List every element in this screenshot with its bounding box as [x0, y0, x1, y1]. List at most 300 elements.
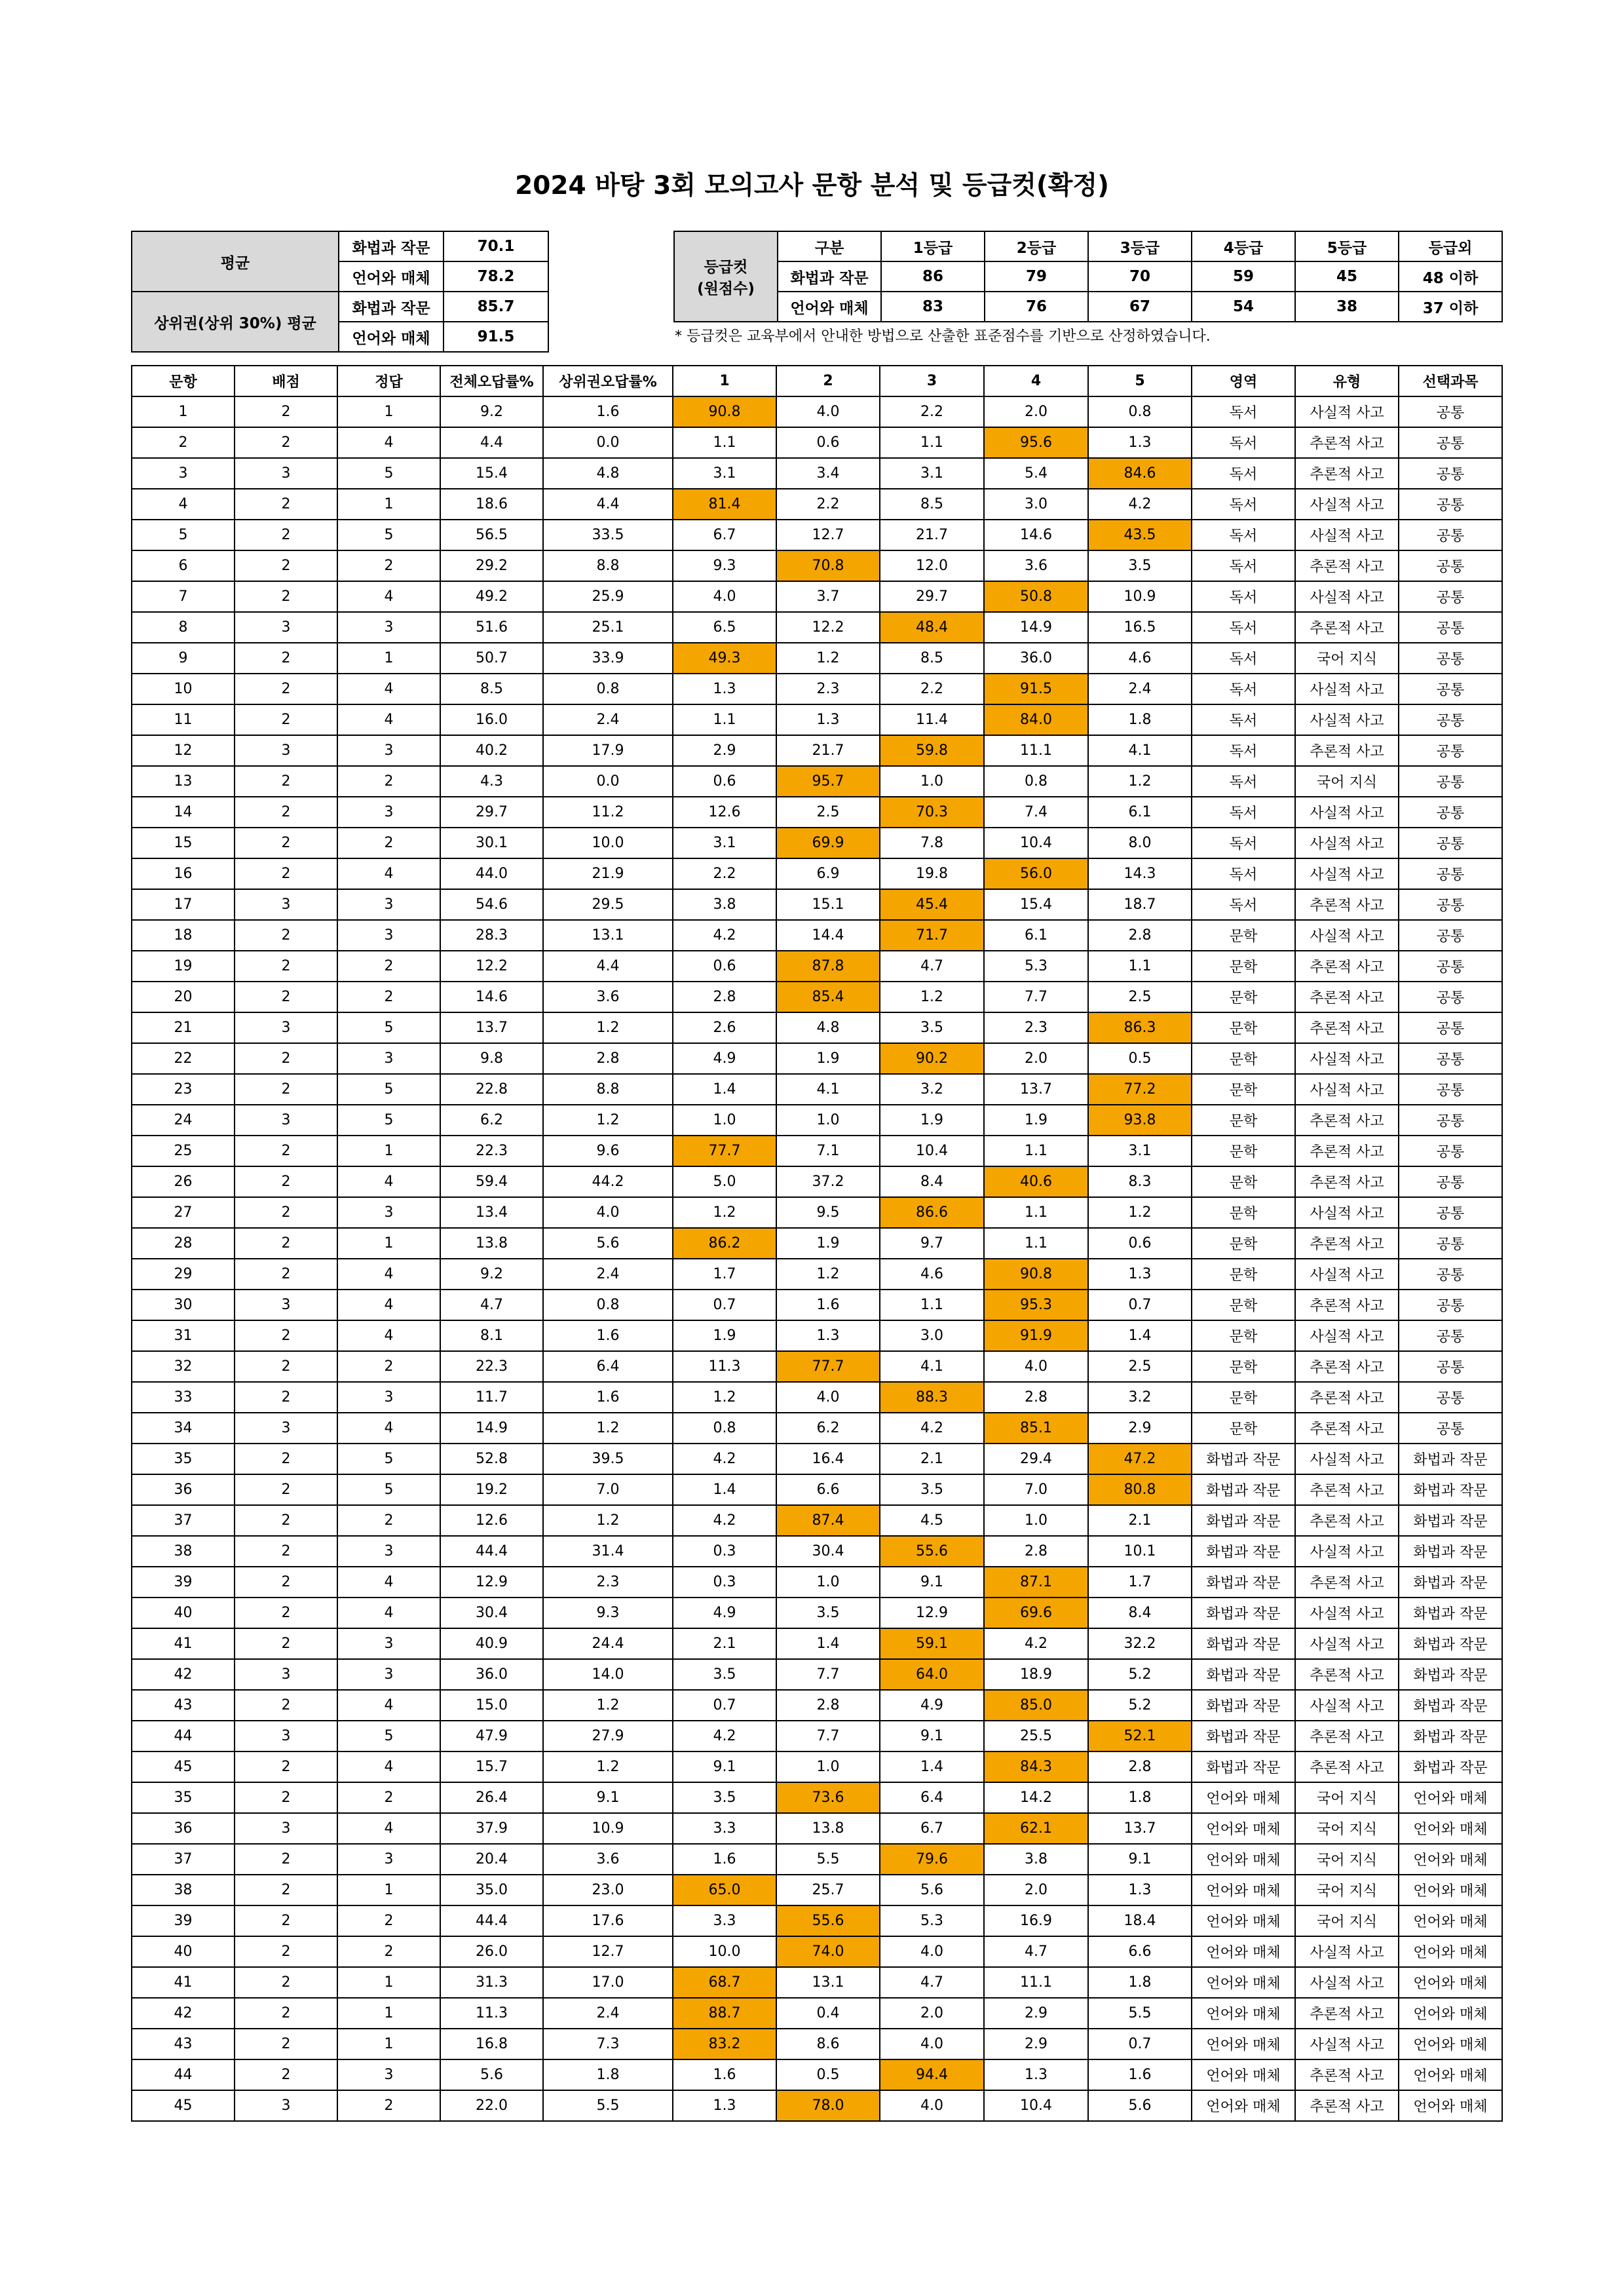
overall-error-rate-cell: 19.2: [440, 1474, 543, 1505]
choice-4-rate-cell: 10.4: [984, 828, 1088, 858]
answer-cell: 4: [337, 1690, 440, 1721]
elective-cell: 공통: [1399, 1290, 1502, 1320]
choice-2-rate-cell: 16.4: [776, 1444, 880, 1474]
choice-1-rate-cell: 4.2: [673, 1721, 776, 1751]
item-number-cell: 35: [132, 1444, 235, 1474]
grade-cutoff-table: [673, 231, 1503, 322]
choice-1-rate-cell: 4.9: [673, 1598, 776, 1628]
overall-error-rate-cell: 9.2: [440, 1259, 543, 1290]
choice-2-rate-cell: 3.7: [776, 581, 880, 612]
choice-1-rate-cell: 81.4: [673, 489, 776, 520]
table-row: [132, 2059, 1502, 2090]
item-number-cell: 13: [132, 766, 235, 797]
elective-cell: 공통: [1399, 1351, 1502, 1382]
table-row: [132, 1536, 1502, 1567]
choice-3-rate-cell: 8.5: [880, 643, 984, 674]
elective-cell: 공통: [1399, 1166, 1502, 1197]
choice-1-rate-cell: 1.6: [673, 2059, 776, 2090]
overall-error-rate-cell: 4.3: [440, 766, 543, 797]
domain-cell: 독서: [1192, 550, 1295, 581]
question-type-cell: 추론적 사고: [1295, 951, 1399, 982]
answer-cell: 3: [337, 1628, 440, 1659]
elective-cell: 공통: [1399, 1320, 1502, 1351]
top-error-rate-cell: 4.4: [543, 489, 673, 520]
elective-cell: 공통: [1399, 828, 1502, 858]
table-row: [132, 1166, 1502, 1197]
domain-cell: 독서: [1192, 427, 1295, 458]
choice-1-rate-cell: 3.3: [673, 1813, 776, 1844]
choice-4-rate-cell: 5.3: [984, 951, 1088, 982]
choice-3-rate-cell: 5.3: [880, 1905, 984, 1936]
question-type-cell: 사실적 사고: [1295, 2029, 1399, 2059]
table-row: [132, 1105, 1502, 1136]
elective-cell: 화법과 작문: [1399, 1536, 1502, 1567]
average-subject: 화법과 작문: [339, 292, 444, 322]
header-overall-error-rate: 전체오답률%: [440, 366, 543, 396]
item-number-cell: 42: [132, 1659, 235, 1690]
answer-cell: 5: [337, 1444, 440, 1474]
choice-1-rate-cell: 9.3: [673, 550, 776, 581]
choice-5-rate-cell: 4.1: [1088, 735, 1192, 766]
elective-cell: 언어와 매체: [1399, 1782, 1502, 1813]
average-row: [132, 231, 548, 261]
cutoff-cell: 70: [1088, 261, 1192, 292]
table-header-row: [132, 366, 1502, 396]
choice-3-rate-cell: 59.8: [880, 735, 984, 766]
choice-1-rate-cell: 6.5: [673, 612, 776, 643]
table-row: [132, 797, 1502, 828]
points-cell: 3: [235, 2090, 337, 2121]
choice-4-rate-cell: 90.8: [984, 1259, 1088, 1290]
choice-3-rate-cell: 21.7: [880, 520, 984, 550]
answer-cell: 1: [337, 489, 440, 520]
cutoff-header-cell: 등급외: [1399, 231, 1502, 261]
choice-4-rate-cell: 1.1: [984, 1228, 1088, 1259]
question-type-cell: 추론적 사고: [1295, 1567, 1399, 1598]
table-row: [132, 1844, 1502, 1875]
points-cell: 2: [235, 1628, 337, 1659]
choice-3-rate-cell: 12.0: [880, 550, 984, 581]
overall-error-rate-cell: 30.4: [440, 1598, 543, 1628]
points-cell: 2: [235, 1936, 337, 1967]
question-type-cell: 사실적 사고: [1295, 1536, 1399, 1567]
points-cell: 2: [235, 1505, 337, 1536]
choice-1-rate-cell: 2.9: [673, 735, 776, 766]
points-cell: 2: [235, 1320, 337, 1351]
choice-3-rate-cell: 8.4: [880, 1166, 984, 1197]
item-number-cell: 17: [132, 889, 235, 920]
header-points: 배점: [235, 366, 337, 396]
choice-2-rate-cell: 1.9: [776, 1228, 880, 1259]
question-type-cell: 사실적 사고: [1295, 828, 1399, 858]
choice-5-rate-cell: 84.6: [1088, 458, 1192, 489]
choice-1-rate-cell: 11.3: [673, 1351, 776, 1382]
domain-cell: 독서: [1192, 797, 1295, 828]
answer-cell: 3: [337, 735, 440, 766]
choice-2-rate-cell: 2.5: [776, 797, 880, 828]
choice-2-rate-cell: 7.7: [776, 1721, 880, 1751]
domain-cell: 화법과 작문: [1192, 1751, 1295, 1782]
choice-2-rate-cell: 77.7: [776, 1351, 880, 1382]
points-cell: 3: [235, 1413, 337, 1444]
points-cell: 2: [235, 1136, 337, 1166]
choice-5-rate-cell: 2.8: [1088, 1751, 1192, 1782]
choice-3-rate-cell: 4.0: [880, 1936, 984, 1967]
points-cell: 3: [235, 1659, 337, 1690]
choice-5-rate-cell: 0.7: [1088, 2029, 1192, 2059]
question-type-cell: 추론적 사고: [1295, 1290, 1399, 1320]
question-type-cell: 추론적 사고: [1295, 1136, 1399, 1166]
overall-error-rate-cell: 26.0: [440, 1936, 543, 1967]
question-type-cell: 사실적 사고: [1295, 1320, 1399, 1351]
elective-cell: 공통: [1399, 766, 1502, 797]
choice-2-rate-cell: 0.4: [776, 1998, 880, 2029]
table-row: [132, 396, 1502, 427]
choice-5-rate-cell: 5.5: [1088, 1998, 1192, 2029]
elective-cell: 공통: [1399, 1228, 1502, 1259]
choice-3-rate-cell: 71.7: [880, 920, 984, 951]
choice-2-rate-cell: 87.4: [776, 1505, 880, 1536]
choice-5-rate-cell: 18.4: [1088, 1905, 1192, 1936]
overall-error-rate-cell: 56.5: [440, 520, 543, 550]
answer-cell: 4: [337, 674, 440, 704]
question-type-cell: 사실적 사고: [1295, 1197, 1399, 1228]
table-row: [132, 1936, 1502, 1967]
table-row: [132, 1259, 1502, 1290]
points-cell: 2: [235, 951, 337, 982]
choice-3-rate-cell: 48.4: [880, 612, 984, 643]
choice-4-rate-cell: 1.3: [984, 2059, 1088, 2090]
choice-2-rate-cell: 69.9: [776, 828, 880, 858]
choice-5-rate-cell: 32.2: [1088, 1628, 1192, 1659]
cutoff-header-cell: 구분: [778, 231, 881, 261]
answer-cell: 4: [337, 1751, 440, 1782]
table-row: [132, 828, 1502, 858]
table-row: [132, 1690, 1502, 1721]
choice-3-rate-cell: 70.3: [880, 797, 984, 828]
choice-5-rate-cell: 8.0: [1088, 828, 1192, 858]
table-row: [132, 1074, 1502, 1105]
cutoff-row: [674, 292, 1502, 322]
choice-3-rate-cell: 2.2: [880, 396, 984, 427]
choice-1-rate-cell: 1.4: [673, 1074, 776, 1105]
overall-error-rate-cell: 59.4: [440, 1166, 543, 1197]
domain-cell: 문학: [1192, 1290, 1295, 1320]
choice-3-rate-cell: 1.0: [880, 766, 984, 797]
item-number-cell: 23: [132, 1074, 235, 1105]
table-row: [132, 1290, 1502, 1320]
answer-cell: 4: [337, 1259, 440, 1290]
answer-cell: 4: [337, 1290, 440, 1320]
overall-error-rate-cell: 26.4: [440, 1782, 543, 1813]
cutoff-header-cell: 1등급: [881, 231, 985, 261]
top-error-rate-cell: 17.6: [543, 1905, 673, 1936]
overall-error-rate-cell: 29.2: [440, 550, 543, 581]
choice-1-rate-cell: 0.6: [673, 951, 776, 982]
choice-4-rate-cell: 1.1: [984, 1197, 1088, 1228]
choice-1-rate-cell: 0.7: [673, 1690, 776, 1721]
item-number-cell: 43: [132, 1690, 235, 1721]
item-number-cell: 20: [132, 982, 235, 1012]
item-number-cell: 9: [132, 643, 235, 674]
choice-1-rate-cell: 4.2: [673, 1444, 776, 1474]
cutoff-label-line2: (원점수): [697, 280, 755, 297]
points-cell: 3: [235, 1290, 337, 1320]
points-cell: 2: [235, 2059, 337, 2090]
choice-3-rate-cell: 94.4: [880, 2059, 984, 2090]
choice-1-rate-cell: 2.6: [673, 1012, 776, 1043]
choice-1-rate-cell: 4.2: [673, 1505, 776, 1536]
points-cell: 3: [235, 735, 337, 766]
top-error-rate-cell: 2.8: [543, 1043, 673, 1074]
domain-cell: 독서: [1192, 766, 1295, 797]
choice-5-rate-cell: 93.8: [1088, 1105, 1192, 1136]
top-error-rate-cell: 3.6: [543, 982, 673, 1012]
choice-3-rate-cell: 2.0: [880, 1998, 984, 2029]
top-error-rate-cell: 4.8: [543, 458, 673, 489]
choice-3-rate-cell: 4.2: [880, 1413, 984, 1444]
top-error-rate-cell: 39.5: [543, 1444, 673, 1474]
table-row: [132, 1598, 1502, 1628]
answer-cell: 2: [337, 2090, 440, 2121]
overall-error-rate-cell: 16.8: [440, 2029, 543, 2059]
points-cell: 3: [235, 1813, 337, 1844]
table-row: [132, 2090, 1502, 2121]
table-row: [132, 1012, 1502, 1043]
item-number-cell: 25: [132, 1136, 235, 1166]
top-error-rate-cell: 11.2: [543, 797, 673, 828]
elective-cell: 언어와 매체: [1399, 1998, 1502, 2029]
top-error-rate-cell: 0.8: [543, 674, 673, 704]
domain-cell: 독서: [1192, 612, 1295, 643]
domain-cell: 문학: [1192, 1166, 1295, 1197]
header-choice-2-rate: 2: [776, 366, 880, 396]
item-number-cell: 4: [132, 489, 235, 520]
overall-error-rate-cell: 8.5: [440, 674, 543, 704]
overall-error-rate-cell: 49.2: [440, 581, 543, 612]
cutoff-label-line1: 등급컷: [704, 259, 748, 276]
choice-4-rate-cell: 2.3: [984, 1012, 1088, 1043]
table-row: [132, 1351, 1502, 1382]
overall-error-rate-cell: 15.4: [440, 458, 543, 489]
table-row: [132, 1875, 1502, 1905]
elective-cell: 공통: [1399, 1413, 1502, 1444]
choice-4-rate-cell: 85.1: [984, 1413, 1088, 1444]
points-cell: 2: [235, 1875, 337, 1905]
choice-1-rate-cell: 0.8: [673, 1413, 776, 1444]
top-error-rate-cell: 13.1: [543, 920, 673, 951]
domain-cell: 화법과 작문: [1192, 1628, 1295, 1659]
top-error-rate-cell: 9.1: [543, 1782, 673, 1813]
choice-4-rate-cell: 11.1: [984, 735, 1088, 766]
question-type-cell: 사실적 사고: [1295, 1444, 1399, 1474]
table-row: [132, 1228, 1502, 1259]
choice-2-rate-cell: 12.2: [776, 612, 880, 643]
answer-cell: 2: [337, 550, 440, 581]
top-error-rate-cell: 29.5: [543, 889, 673, 920]
choice-2-rate-cell: 78.0: [776, 2090, 880, 2121]
choice-4-rate-cell: 95.3: [984, 1290, 1088, 1320]
choice-5-rate-cell: 4.2: [1088, 489, 1192, 520]
item-number-cell: 18: [132, 920, 235, 951]
overall-error-rate-cell: 4.7: [440, 1290, 543, 1320]
answer-cell: 3: [337, 1382, 440, 1413]
points-cell: 2: [235, 858, 337, 889]
item-number-cell: 44: [132, 2059, 235, 2090]
top-error-rate-cell: 0.8: [543, 1290, 673, 1320]
choice-5-rate-cell: 80.8: [1088, 1474, 1192, 1505]
item-number-cell: 38: [132, 1536, 235, 1567]
choice-4-rate-cell: 29.4: [984, 1444, 1088, 1474]
choice-3-rate-cell: 1.1: [880, 427, 984, 458]
choice-3-rate-cell: 11.4: [880, 704, 984, 735]
domain-cell: 언어와 매체: [1192, 1813, 1295, 1844]
table-row: [132, 1628, 1502, 1659]
choice-5-rate-cell: 2.5: [1088, 1351, 1192, 1382]
question-type-cell: 국어 지식: [1295, 1813, 1399, 1844]
points-cell: 2: [235, 766, 337, 797]
item-number-cell: 3: [132, 458, 235, 489]
item-number-cell: 14: [132, 797, 235, 828]
points-cell: 2: [235, 1567, 337, 1598]
top-error-rate-cell: 21.9: [543, 858, 673, 889]
choice-1-rate-cell: 4.9: [673, 1043, 776, 1074]
choice-3-rate-cell: 7.8: [880, 828, 984, 858]
choice-4-rate-cell: 85.0: [984, 1690, 1088, 1721]
choice-2-rate-cell: 1.3: [776, 704, 880, 735]
choice-2-rate-cell: 1.4: [776, 1628, 880, 1659]
top-error-rate-cell: 1.2: [543, 1751, 673, 1782]
question-type-cell: 사실적 사고: [1295, 920, 1399, 951]
question-type-cell: 사실적 사고: [1295, 520, 1399, 550]
answer-cell: 4: [337, 581, 440, 612]
choice-4-rate-cell: 2.0: [984, 1043, 1088, 1074]
choice-3-rate-cell: 4.1: [880, 1351, 984, 1382]
points-cell: 2: [235, 2029, 337, 2059]
domain-cell: 문학: [1192, 951, 1295, 982]
choice-4-rate-cell: 69.6: [984, 1598, 1088, 1628]
answer-cell: 2: [337, 1505, 440, 1536]
answer-cell: 1: [337, 396, 440, 427]
choice-5-rate-cell: 86.3: [1088, 1012, 1192, 1043]
overall-error-rate-cell: 44.0: [440, 858, 543, 889]
choice-5-rate-cell: 1.7: [1088, 1567, 1192, 1598]
top-error-rate-cell: 3.6: [543, 1844, 673, 1875]
overall-error-rate-cell: 6.2: [440, 1105, 543, 1136]
domain-cell: 독서: [1192, 858, 1295, 889]
elective-cell: 언어와 매체: [1399, 1905, 1502, 1936]
choice-4-rate-cell: 7.7: [984, 982, 1088, 1012]
answer-cell: 5: [337, 1012, 440, 1043]
choice-1-rate-cell: 49.3: [673, 643, 776, 674]
choice-5-rate-cell: 1.2: [1088, 766, 1192, 797]
answer-cell: 2: [337, 766, 440, 797]
choice-5-rate-cell: 43.5: [1088, 520, 1192, 550]
question-type-cell: 추론적 사고: [1295, 1228, 1399, 1259]
points-cell: 3: [235, 889, 337, 920]
choice-2-rate-cell: 1.0: [776, 1567, 880, 1598]
choice-1-rate-cell: 3.5: [673, 1659, 776, 1690]
question-type-cell: 사실적 사고: [1295, 1043, 1399, 1074]
answer-cell: 1: [337, 1998, 440, 2029]
choice-5-rate-cell: 0.5: [1088, 1043, 1192, 1074]
choice-1-rate-cell: 10.0: [673, 1936, 776, 1967]
overall-error-rate-cell: 12.6: [440, 1505, 543, 1536]
question-type-cell: 추론적 사고: [1295, 1012, 1399, 1043]
cutoff-note: * 등급컷은 교육부에서 안내한 방법으로 산출한 표준점수를 기반으로 산정하였습니다.: [675, 328, 1211, 345]
top-error-rate-cell: 14.0: [543, 1659, 673, 1690]
item-number-cell: 43: [132, 2029, 235, 2059]
table-row: [132, 1967, 1502, 1998]
points-cell: 2: [235, 1782, 337, 1813]
choice-2-rate-cell: 7.7: [776, 1659, 880, 1690]
item-number-cell: 6: [132, 550, 235, 581]
elective-cell: 언어와 매체: [1399, 2090, 1502, 2121]
points-cell: 2: [235, 1905, 337, 1936]
choice-5-rate-cell: 10.1: [1088, 1536, 1192, 1567]
choice-5-rate-cell: 1.3: [1088, 427, 1192, 458]
elective-cell: 화법과 작문: [1399, 1721, 1502, 1751]
choice-1-rate-cell: 3.1: [673, 828, 776, 858]
choice-2-rate-cell: 73.6: [776, 1782, 880, 1813]
choice-5-rate-cell: 1.6: [1088, 2059, 1192, 2090]
item-number-cell: 5: [132, 520, 235, 550]
elective-cell: 공통: [1399, 489, 1502, 520]
points-cell: 2: [235, 1690, 337, 1721]
overall-error-rate-cell: 40.2: [440, 735, 543, 766]
header-question-type: 유형: [1295, 366, 1399, 396]
domain-cell: 언어와 매체: [1192, 1936, 1295, 1967]
overall-error-rate-cell: 16.0: [440, 704, 543, 735]
average-subject: 화법과 작문: [339, 231, 444, 261]
item-number-cell: 24: [132, 1105, 235, 1136]
question-type-cell: 추론적 사고: [1295, 1351, 1399, 1382]
answer-cell: 2: [337, 1782, 440, 1813]
elective-cell: 언어와 매체: [1399, 1813, 1502, 1844]
choice-3-rate-cell: 1.2: [880, 982, 984, 1012]
table-row: [132, 1721, 1502, 1751]
header-choice-4-rate: 4: [984, 366, 1088, 396]
points-cell: 3: [235, 458, 337, 489]
table-row: [132, 1782, 1502, 1813]
choice-5-rate-cell: 4.6: [1088, 643, 1192, 674]
choice-5-rate-cell: 18.7: [1088, 889, 1192, 920]
cutoff-cell: 언어와 매체: [778, 292, 881, 322]
overall-error-rate-cell: 18.6: [440, 489, 543, 520]
choice-4-rate-cell: 14.9: [984, 612, 1088, 643]
average-label: 평균: [132, 231, 339, 292]
choice-4-rate-cell: 2.9: [984, 2029, 1088, 2059]
item-number-cell: 15: [132, 828, 235, 858]
question-type-cell: 추론적 사고: [1295, 550, 1399, 581]
average-value: 85.7: [444, 292, 548, 322]
top-error-rate-cell: 44.2: [543, 1166, 673, 1197]
choice-4-rate-cell: 2.8: [984, 1536, 1088, 1567]
domain-cell: 문학: [1192, 982, 1295, 1012]
choice-1-rate-cell: 86.2: [673, 1228, 776, 1259]
choice-5-rate-cell: 3.1: [1088, 1136, 1192, 1166]
domain-cell: 독서: [1192, 704, 1295, 735]
elective-cell: 공통: [1399, 1074, 1502, 1105]
choice-5-rate-cell: 0.8: [1088, 396, 1192, 427]
item-number-cell: 41: [132, 1628, 235, 1659]
answer-cell: 4: [337, 1166, 440, 1197]
top-error-rate-cell: 27.9: [543, 1721, 673, 1751]
overall-error-rate-cell: 52.8: [440, 1444, 543, 1474]
cutoff-cell: 79: [985, 261, 1088, 292]
answer-cell: 3: [337, 920, 440, 951]
elective-cell: 공통: [1399, 1197, 1502, 1228]
